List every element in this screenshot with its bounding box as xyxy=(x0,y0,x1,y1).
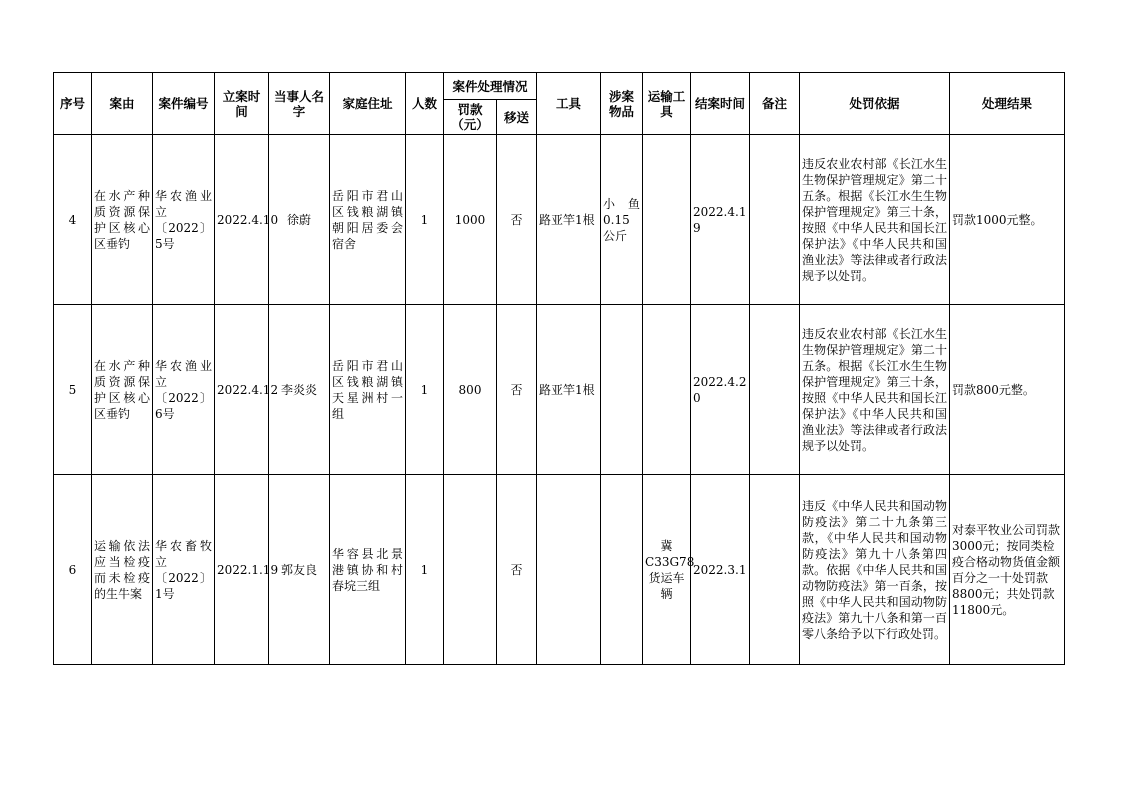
cell-closed-time: 2022.4.20 xyxy=(691,305,750,475)
cell-basis: 违反农业农村部《长江水生生物保护管理规定》第二十五条。根据《长江水生生物保护管理规定》第三十条，按照《中华人民共和国长江保护法》《中华人民共和国渔业法》等法律或者行政法规予以处罚。 xyxy=(800,135,950,305)
header-handling: 案件处理情况 xyxy=(444,73,537,100)
cell-transfer: 否 xyxy=(497,135,537,305)
cell-tool: 路亚竿1根 xyxy=(537,305,601,475)
cell-closed-time: 2022.3.1 xyxy=(691,475,750,665)
cell-items xyxy=(601,475,643,665)
cell-address: 岳阳市君山区钱粮湖镇朝阳居委会宿舍 xyxy=(330,135,406,305)
cell-case-no: 华农渔业立〔2022〕6号 xyxy=(153,305,215,475)
cell-result: 罚款800元整。 xyxy=(950,305,1065,475)
cell-remark xyxy=(750,475,800,665)
cell-tool xyxy=(537,475,601,665)
table-row xyxy=(54,135,1065,305)
cell-filed-time: 2022.4.10 xyxy=(215,135,269,305)
header-transport: 运输工具 xyxy=(643,73,691,135)
cell-fine: 800 xyxy=(444,305,497,475)
header-cause: 案由 xyxy=(92,73,153,135)
header-count: 人数 xyxy=(406,73,444,135)
header-remark: 备注 xyxy=(750,73,800,135)
table-row xyxy=(54,305,1065,475)
cell-basis: 违反农业农村部《长江水生生物保护管理规定》第二十五条。根据《长江水生生物保护管理规定》第三十条，按照《中华人民共和国长江保护法》《中华人民共和国渔业法》等法律或者行政法规予以处罚。 xyxy=(800,305,950,475)
table-header xyxy=(54,73,1065,135)
header-address: 家庭住址 xyxy=(330,73,406,135)
cell-fine xyxy=(444,475,497,665)
cell-seq: 5 xyxy=(54,305,92,475)
cell-transport xyxy=(643,135,691,305)
cell-cause: 运输依法应当检疫而未检疫的生牛案 xyxy=(92,475,153,665)
cell-transport xyxy=(643,305,691,475)
cell-closed-time: 2022.4.19 xyxy=(691,135,750,305)
cell-seq: 4 xyxy=(54,135,92,305)
cell-case-no: 华农渔业立〔2022〕5号 xyxy=(153,135,215,305)
header-party-name: 当事人名字 xyxy=(269,73,330,135)
cell-party-name: 李炎炎 xyxy=(269,305,330,475)
cell-count: 1 xyxy=(406,305,444,475)
cell-fine: 1000 xyxy=(444,135,497,305)
cell-result: 对泰平牧业公司罚款3000元；按同类检疫合格动物货值金额百分之一十处罚款8800元；共处罚款11800元。 xyxy=(950,475,1065,665)
header-result: 处理结果 xyxy=(950,73,1065,135)
cell-tool: 路亚竿1根 xyxy=(537,135,601,305)
cell-address: 华容县北景港镇协和村春垸三组 xyxy=(330,475,406,665)
header-transfer: 移送 xyxy=(497,100,537,135)
cell-basis: 违反《中华人民共和国动物防疫法》第二十九条第三款，《中华人民共和国动物防疫法》第九十八条第四款。依据《中华人民共和国动物防疫法》第一百条，按照《中华人民共和国动物防疫法》第九十八条和第一百零八条给予以下行政处罚。 xyxy=(800,475,950,665)
cell-filed-time: 2022.4.12 xyxy=(215,305,269,475)
header-filed-time: 立案时间 xyxy=(215,73,269,135)
case-table xyxy=(53,72,1065,665)
header-fine: 罚款（元） xyxy=(444,100,497,135)
header-seq: 序号 xyxy=(54,73,92,135)
header-basis: 处罚依据 xyxy=(800,73,950,135)
cell-filed-time: 2022.1.19 xyxy=(215,475,269,665)
cell-party-name: 郭友良 xyxy=(269,475,330,665)
cell-count: 1 xyxy=(406,475,444,665)
cell-address: 岳阳市君山区钱粮湖镇天星洲村一组 xyxy=(330,305,406,475)
cell-transfer: 否 xyxy=(497,475,537,665)
cell-case-no: 华农畜牧立〔2022〕1号 xyxy=(153,475,215,665)
header-items: 涉案物品 xyxy=(601,73,643,135)
cell-items xyxy=(601,305,643,475)
cell-result: 罚款1000元整。 xyxy=(950,135,1065,305)
cell-seq: 6 xyxy=(54,475,92,665)
cell-transfer: 否 xyxy=(497,305,537,475)
cell-party-name: 徐蔚 xyxy=(269,135,330,305)
header-closed-time: 结案时间 xyxy=(691,73,750,135)
cell-cause: 在水产种质资源保护区核心区垂钓 xyxy=(92,135,153,305)
cell-count: 1 xyxy=(406,135,444,305)
cell-cause: 在水产种质资源保护区核心区垂钓 xyxy=(92,305,153,475)
header-tool: 工具 xyxy=(537,73,601,135)
cell-remark xyxy=(750,305,800,475)
table-body xyxy=(54,135,1065,665)
table-row xyxy=(54,475,1065,665)
cell-items: 小鱼0.15公斤 xyxy=(601,135,643,305)
cell-remark xyxy=(750,135,800,305)
header-case-no: 案件编号 xyxy=(153,73,215,135)
cell-transport: 冀C33G78货运车辆 xyxy=(643,475,691,665)
